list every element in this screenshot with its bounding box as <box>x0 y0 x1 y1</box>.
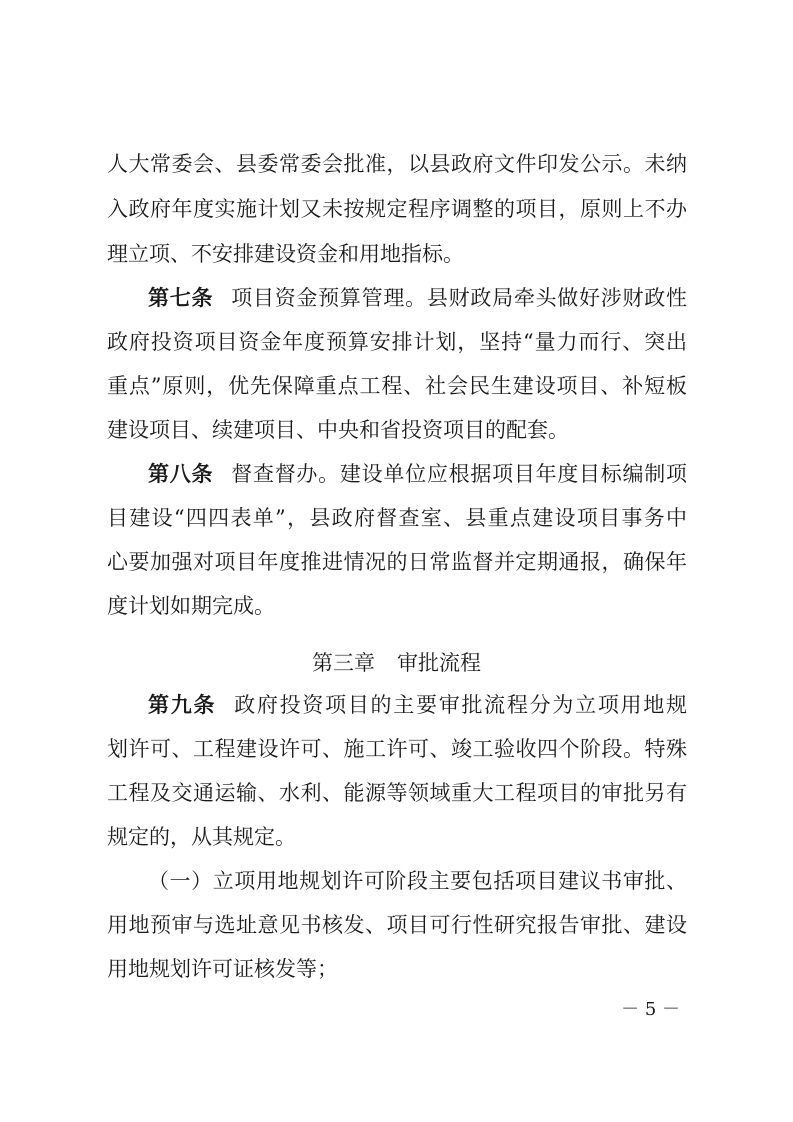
article-8-line-4: 度计划如期完成。 <box>107 594 275 618</box>
article-9-text: 政府投资项目的主要审批流程分为立项用地规 <box>234 693 688 717</box>
article-7-text: 项目资金预算管理。县财政局牵头做好涉财政性 <box>231 286 687 310</box>
article-8-line-1 <box>148 461 687 487</box>
article-9-line-3: 工程及交通运输、水利、能源等领域重大工程项目的审批另有 <box>107 781 687 805</box>
article-8-line-3: 心要加强对项目年度推进情况的日常监督并定期通报，确保年 <box>107 550 687 574</box>
article-7-line-2: 政府投资项目资金年度预算安排计划，坚持“量力而行、突出 <box>107 330 687 354</box>
article-7-line-4: 建设项目、续建项目、中央和省投资项目的配套。 <box>107 418 569 442</box>
item-1-line-2: 用地预审与选址意见书核发、项目可行性研究报告审批、建设 <box>107 913 687 937</box>
article-9-heading: 第九条 <box>148 692 217 717</box>
chapter-3-heading <box>0 650 793 676</box>
article-9-line-1 <box>148 692 687 718</box>
paragraph-1-line-1: 人大常委会、县委常委会批准，以县政府文件印发公示。未纳 <box>107 152 687 176</box>
article-7-line-1 <box>148 285 687 311</box>
article-7-line-3: 重点”原则，优先保障重点工程、社会民生建设项目、补短板 <box>107 374 687 398</box>
paragraph-1-line-3: 理立项、不安排建设资金和用地指标。 <box>107 242 464 266</box>
chapter-number: 第三章 <box>312 651 375 675</box>
article-7-heading: 第七条 <box>148 285 214 310</box>
paragraph-1-line-2: 入政府年度实施计划又未按规定程序调整的项目，原则上不办 <box>107 197 687 221</box>
item-1-line-1: （一）立项用地规划许可阶段主要包括项目建议书审批、 <box>148 869 687 893</box>
chapter-title: 审批流程 <box>397 651 481 675</box>
article-9-line-4: 规定的，从其规定。 <box>107 825 296 849</box>
article-8-heading: 第八条 <box>148 461 214 486</box>
article-8-line-2: 目建设“四四表单”，县政府督查室、县重点建设项目事务中 <box>107 506 687 530</box>
item-1-line-3: 用地规划许可证核发等； <box>107 957 338 981</box>
article-9-line-2: 划许可、工程建设许可、施工许可、竣工验收四个阶段。特殊 <box>107 737 687 761</box>
page-number: － 5 － <box>621 999 680 1020</box>
article-8-text: 督查督办。建设单位应根据项目年度目标编制项 <box>231 462 687 486</box>
